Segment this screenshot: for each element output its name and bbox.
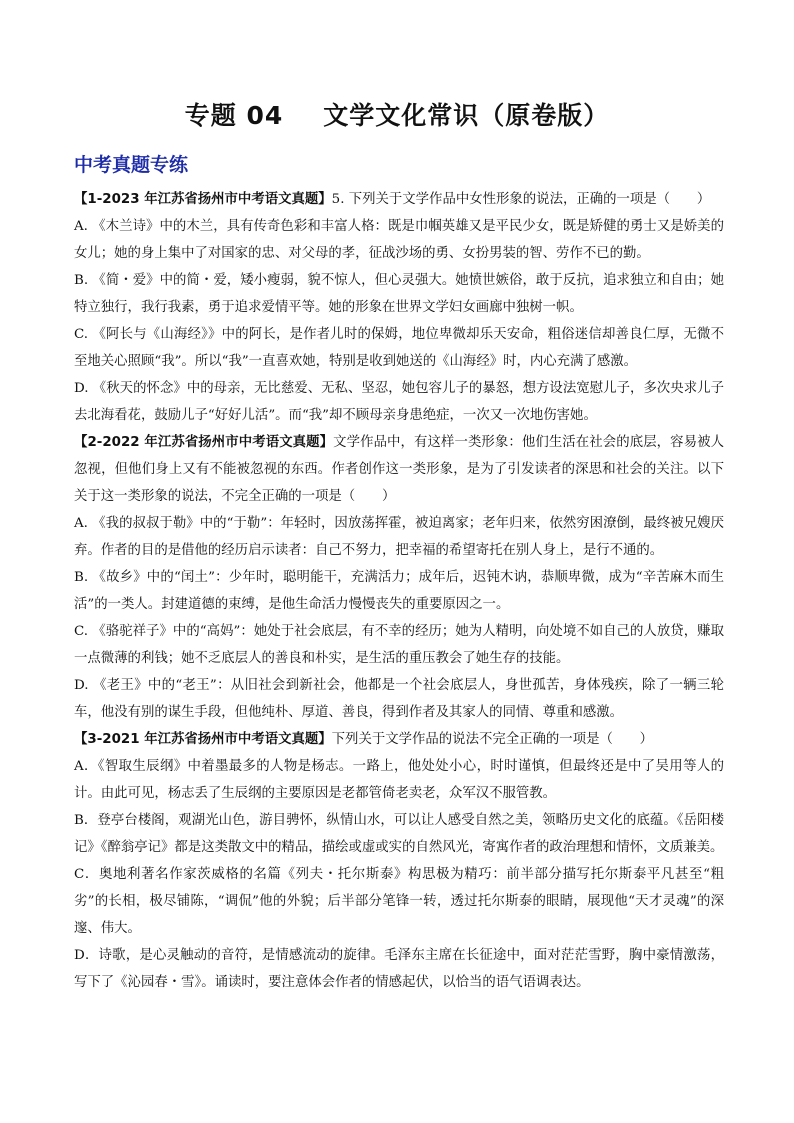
question-text: 文学作品中，有这样一类形象：他们生活在社会的底层，容易被人忽视，但他们身上又有不能被忽视的东西。作者创作这一类形象，是为了引发读者的深思和社会的关注。以下关于这一类形象的说法，不完全正确的一项是（ ） [74,435,724,504]
answer-option: D. 《秋天的怀念》中的母亲，无比慈爱、无私、坚忍，她包容儿子的暴怒，想方设法宽慰儿子，多次央求儿子去北海看花，鼓励儿子“好好儿活”。而“我”却不顾母亲身患绝症，一次又一次地伤害她。 [74,381,724,423]
answer-option: C. 《骆驼祥子》中的“高妈”：她处于社会底层，有不幸的经历；她为人精明，向处境不如自己的人放贷，赚取一点微薄的利钱；她不乏底层人的善良和朴实，是生活的重压教会了她生存的技能。 [74,624,724,666]
question-text: 下列关于文学作品的说法不完全正确的一项是（ ） [331,732,654,747]
document-title [0,96,794,132]
question-text: 5. 下列关于文学作品中女性形象的说法，正确的一项是（ ） [331,192,711,207]
question-block [74,726,724,996]
question-stem [74,429,724,510]
section-heading: 中考真题专练 [74,154,189,176]
answer-option: D. 《老王》中的“老王”：从旧社会到新社会，他都是一个社会底层人，身世孤苦，身体残疾，除了一辆三轮车，他没有别的谋生手段，但他纯朴、厚道、善良，得到作者及其家人的同情、尊重和感激。 [74,678,724,720]
answer-option: A．《智取生辰纲》中着墨最多的人物是杨志。一路上，他处处小心，时时谨慎，但最终还是中了吴用等人的计。由此可见，杨志丢了生辰纲的主要原因是老都管倚老卖老，众军汉不服管教。 [74,759,724,801]
title-topic-number: 专题 04 [184,101,284,130]
question-source: 【3-2021 年江苏省扬州市中考语文真题】 [74,732,332,747]
answer-option: B. 《故乡》中的“闰土”：少年时，聪明能干，充满活力；成年后，迟钝木讷，恭顺卑微，成为“辛苦麻木而生活”的一类人。封建道德的束缚，是他生命活力慢慢丧失的重要原因之一。 [74,570,724,612]
title-topic-name: 文学文化常识（原卷版） [323,101,610,130]
question-block [74,186,724,429]
question-source: 【1-2023 年江苏省扬州市中考语文真题】 [74,192,332,207]
answer-option: B．登亭台楼阁，观湖光山色，游目骋怀，纵情山水，可以让人感受自然之美，领略历史文化的底蕴。《岳阳楼记》《醉翁亭记》都是这类散文中的精品，描绘或虚或实的自然风光，寄寓作者的政治理想和情怀，文质兼美。 [74,813,724,855]
question-stem [74,186,724,213]
answer-option: D．诗歌，是心灵触动的音符，是情感流动的旋律。毛泽东主席在长征途中，面对茫茫雪野，胸中豪情激荡，写下了《沁园春・雪》。诵读时，要注意体会作者的情感起伏，以恰当的语气语调表达。 [74,948,724,990]
answer-option: A. 《我的叔叔于勒》中的“于勒”：年轻时，因放荡挥霍，被迫离家；老年归来，依然穷困潦倒，最终被兄嫂厌弃。作者的目的是借他的经历启示读者：自己不努力，把幸福的希望寄托在别人身上，是行不通的。 [74,516,724,558]
question-source: 【2-2022 年江苏省扬州市中考语文真题】 [74,435,334,450]
answer-option: C．奥地利著名作家茨威格的名篇《列夫・托尔斯泰》构思极为精巧：前半部分描写托尔斯泰平凡甚至“粗劣”的长相，极尽铺陈，“调侃”他的外貌；后半部分笔锋一转，透过托尔斯泰的眼睛，展现他“天才灵魂”的深邃、伟大。 [74,867,724,936]
answer-option: C. 《阿长与《山海经》》中的阿长，是作者儿时的保姆，地位卑微却乐天安命，粗俗迷信却善良仁厚，无微不至地关心照顾“我”。所以“我”一直喜欢她，特别是收到她送的《山海经》时，内心充满了感激。 [74,327,724,369]
answer-option: A. 《木兰诗》中的木兰，具有传奇色彩和丰富人格：既是巾帼英雄又是平民少女，既是矫健的勇士又是娇美的女儿；她的身上集中了对国家的忠、对父母的孝，征战沙场的勇、女扮男装的智、劳作不已的勤。 [74,219,724,261]
question-list [74,186,724,996]
answer-option: B. 《简・爱》中的简・爱，矮小瘦弱，貌不惊人，但心灵强大。她愤世嫉俗，敢于反抗，追求独立和自由；她特立独行，我行我素，勇于追求爱情平等。她的形象在世界文学妇女画廊中独树一帜。 [74,273,724,315]
question-stem [74,726,724,753]
question-block [74,429,724,726]
